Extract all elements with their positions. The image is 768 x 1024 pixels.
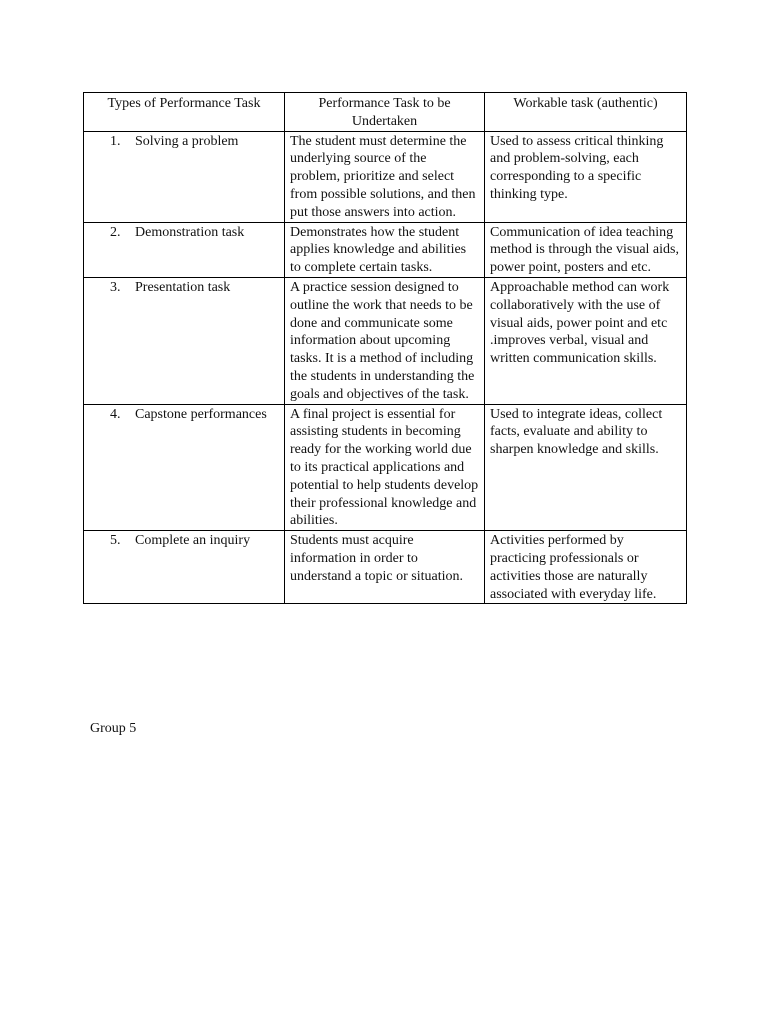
workable-cell: Used to integrate ideas, collect facts, evaluate and ability to sharpen knowledge and skills. [485,404,687,531]
type-number: 2. [110,224,121,240]
task-cell: A final project is essential for assisting students in becoming ready for the working world due to its practical applications and potential to help students develop their professional knowledge and abilities. [285,404,485,531]
type-cell [84,222,285,277]
table-header-row [84,93,687,132]
table-row [84,131,687,222]
table-row [84,222,687,277]
type-number: 3. [110,279,121,295]
workable-cell: Approachable method can work collaboratively with the use of visual aids, power point and etc .improves verbal, visual and written communication skills. [485,277,687,404]
workable-cell: Communication of idea teaching method is through the visual aids, power point, posters and etc. [485,222,687,277]
performance-task-table [83,92,687,604]
type-cell [84,131,285,222]
task-cell: The student must determine the underlying source of the problem, prioritize and select from possible solutions, and then put those answers into action. [285,131,485,222]
type-label: Complete an inquiry [135,533,251,549]
type-number: 5. [110,533,121,549]
group-label: Group 5 [90,721,137,736]
type-cell [84,404,285,531]
header-workable: Workable task (authentic) [485,93,687,132]
task-cell: Students must acquire information in order to understand a topic or situation. [285,531,485,604]
header-task: Performance Task to be Undertaken [285,93,485,132]
type-cell [84,531,285,604]
table-row [84,531,687,604]
type-label: Demonstration task [135,224,245,240]
workable-cell: Used to assess critical thinking and problem-solving, each corresponding to a specific thinking type. [485,131,687,222]
type-label: Presentation task [135,279,231,295]
workable-cell: Activities performed by practicing professionals or activities those are naturally associated with everyday life. [485,531,687,604]
table-row [84,277,687,404]
type-label: Solving a problem [135,133,239,149]
header-types: Types of Performance Task [84,93,285,132]
type-number: 1. [110,133,121,149]
task-cell: A practice session designed to outline the work that needs to be done and communicate some information about upcoming tasks. It is a method of including the students in understanding the goals and objectives of the task. [285,277,485,404]
table-row [84,404,687,531]
task-cell: Demonstrates how the student applies knowledge and abilities to complete certain tasks. [285,222,485,277]
type-cell [84,277,285,404]
type-number: 4. [110,406,121,422]
type-label: Capstone performances [135,406,267,422]
